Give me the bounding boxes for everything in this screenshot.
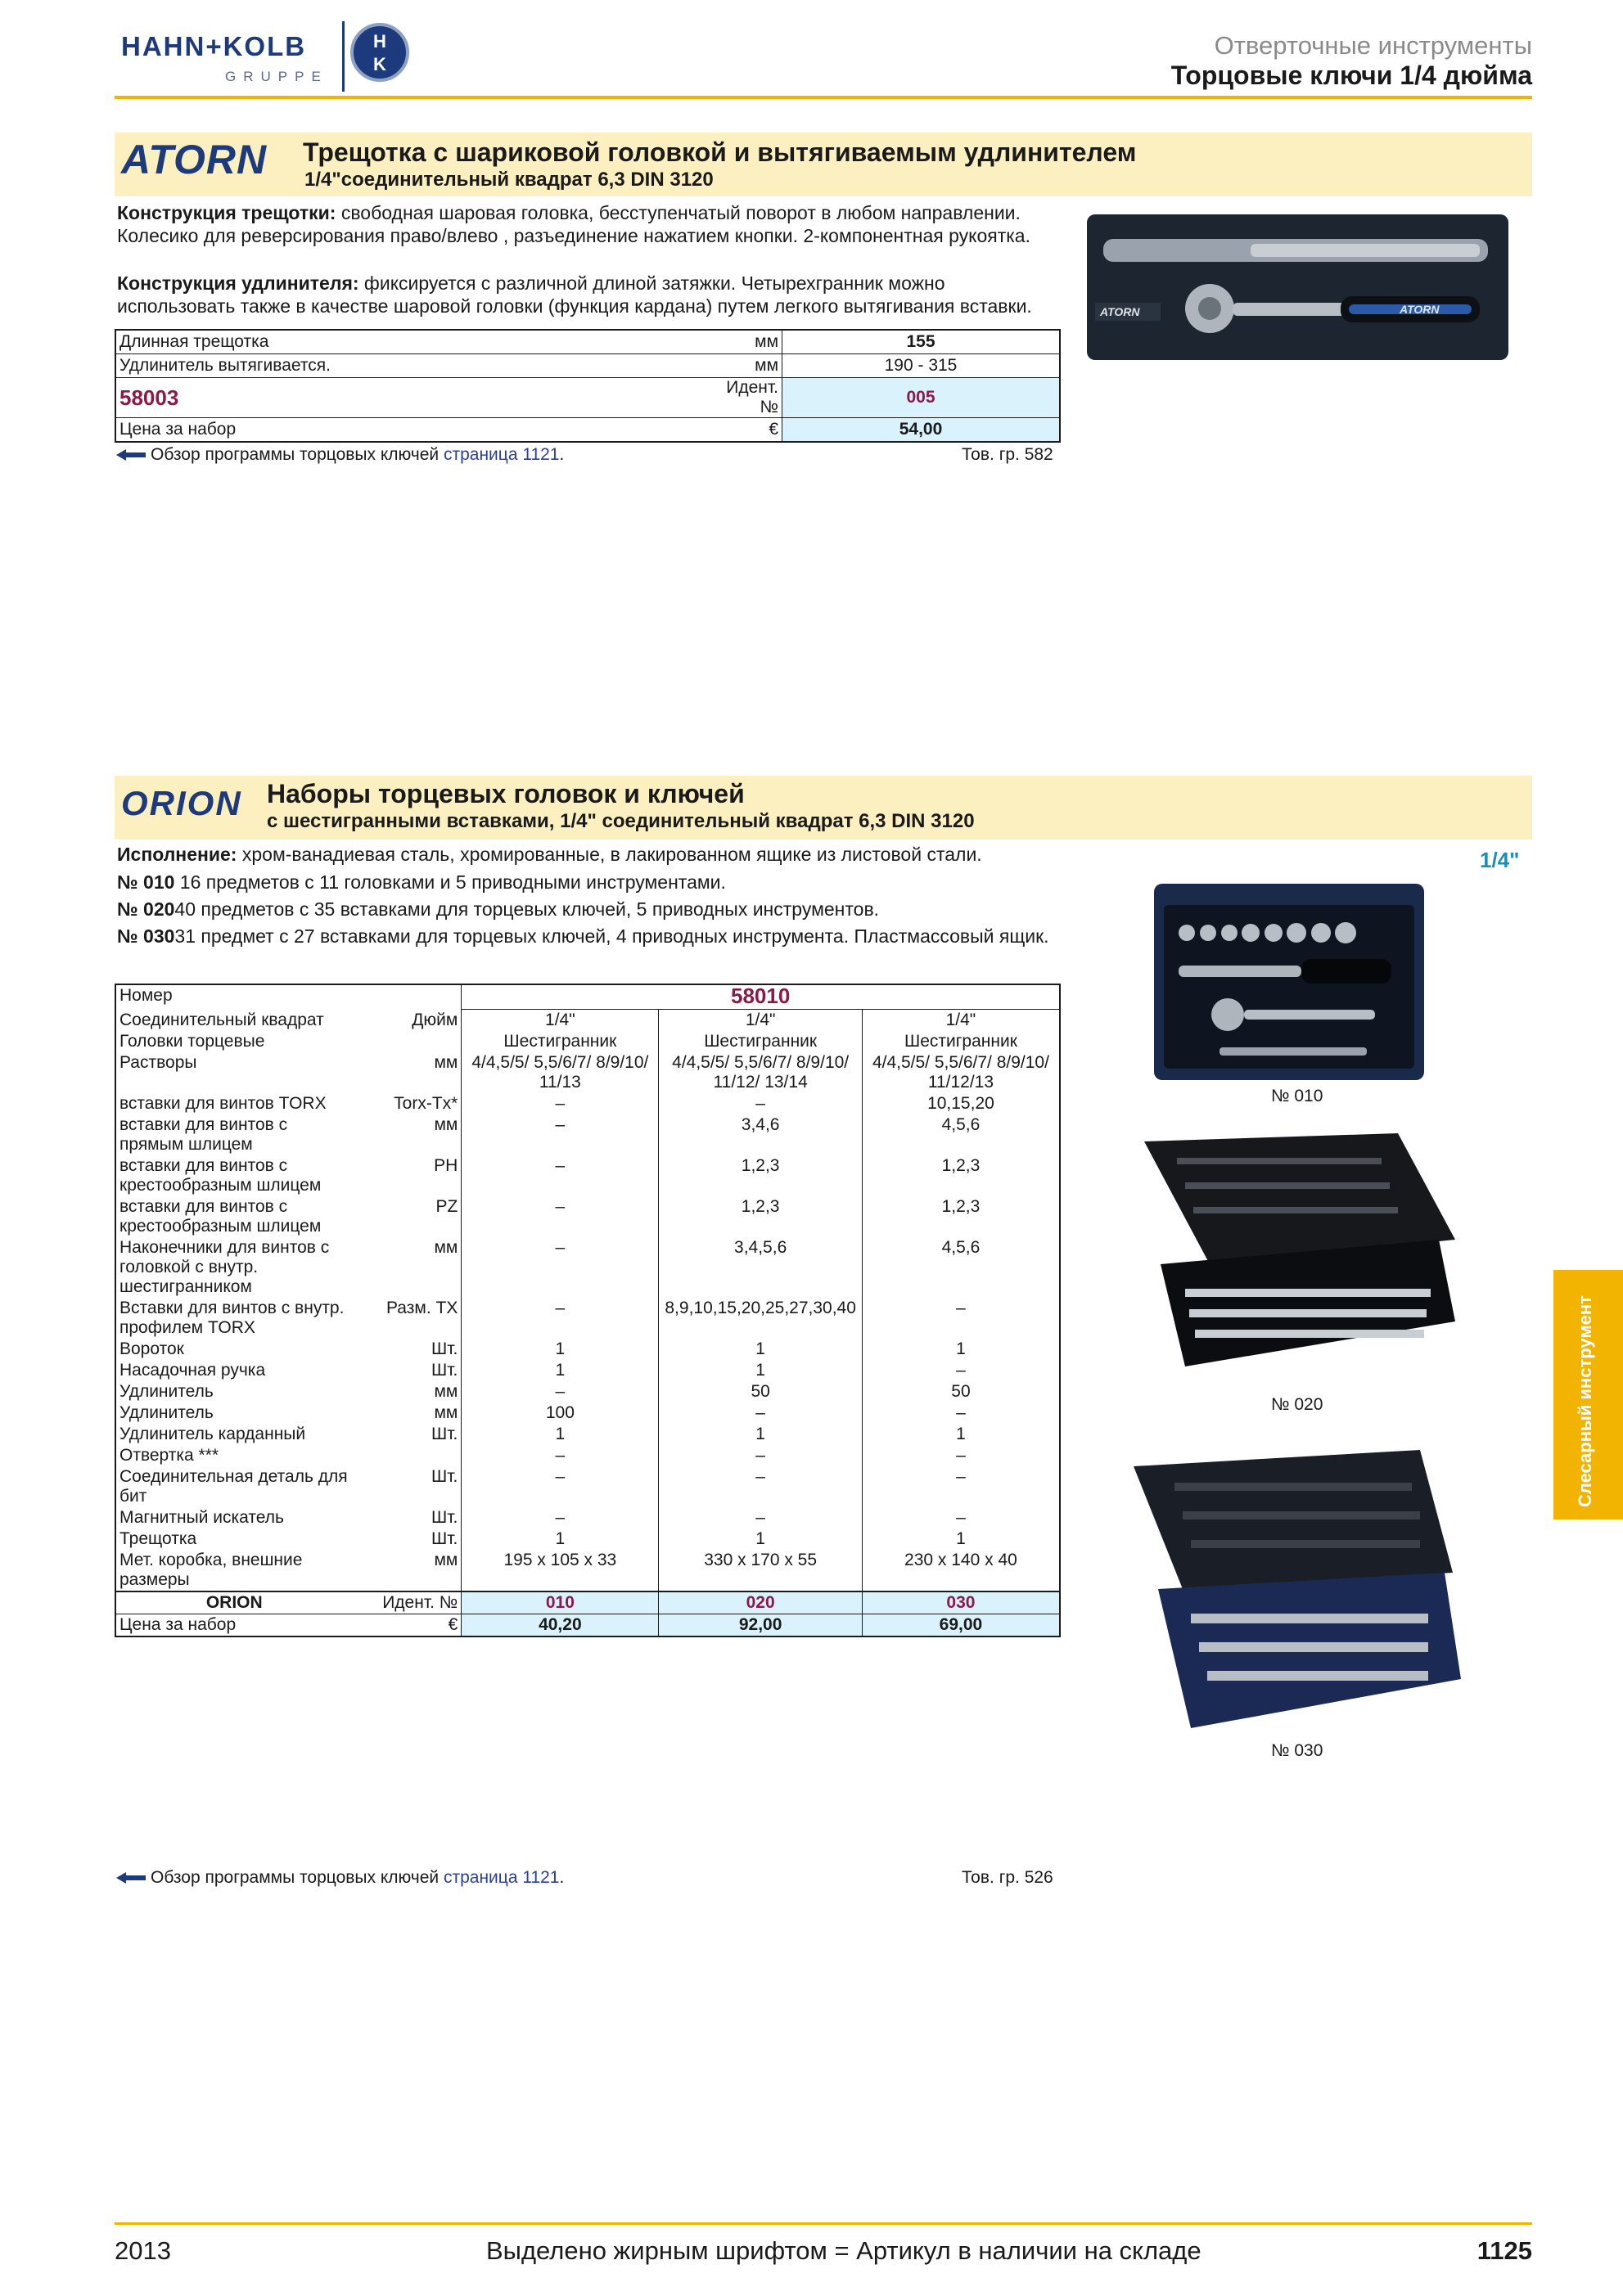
arrow-left-icon [116,1872,146,1884]
row-value-2: 1 [862,1339,1060,1360]
price-030: 69,00 [862,1614,1060,1637]
section2-product-group: Тов. гр. 526 [962,1868,1053,1887]
set-number: № 020 [117,898,175,920]
execution-label: Исполнение: [117,844,237,865]
row-unit: Шт. [431,1361,458,1380]
row-unit: мм [434,1238,458,1257]
row-value-0: – [462,1237,659,1298]
section2-description [117,843,1066,866]
table-row [115,1155,1060,1196]
price-020: 92,00 [659,1614,862,1637]
table-row [115,354,1060,378]
set-text: 40 предметов с 35 вставками для торцевых ключей, 5 приводных инструментов. [174,898,880,920]
row-unit: мм [434,1382,458,1401]
caption-010: № 010 [1271,1087,1323,1105]
row-value: 190 - 315 [782,354,1061,378]
row-value-2: 230 x 140 x 40 [862,1550,1060,1591]
section1-title: Трещотка с шариковой головкой и вытягиваемым удлинителем [303,137,1137,167]
table-row [115,1550,1060,1591]
row-label: Соединительный квадрат [119,1010,324,1029]
row-label: Удлинитель [119,1382,214,1401]
company-logo-text: HAHN+KOLB [121,31,307,61]
row-value-1: 1 [659,1528,862,1550]
table-row [115,1031,1060,1052]
set-030-image [1125,1434,1469,1738]
row-label: Соединительная деталь для бит [119,1467,348,1506]
row-value-1: – [659,1402,862,1424]
row-value-0: – [462,1298,659,1339]
row-value-2: – [862,1445,1060,1466]
price-010: 40,20 [462,1614,659,1637]
row-value-2: 1,2,3 [862,1196,1060,1237]
row-label: вставки для винтов с крестообразным шлицем [119,1197,322,1236]
row-value-1: 1 [659,1360,862,1381]
footnote-end: . [559,445,565,464]
section2-title: Наборы торцевых головок и ключей [267,779,745,808]
footnote-text: Обзор программы торцовых ключей [151,1868,444,1887]
row-value-1: – [659,1507,862,1528]
photo-brand-label-right: ATORN [1400,303,1440,316]
ratchet-set-image [1087,214,1508,360]
section2-spec-table [115,984,1061,1637]
row-label: Длинная трещотка [119,332,269,351]
price-value: 54,00 [782,418,1061,443]
price-row [115,1614,1060,1637]
section1-product-group: Тов. гр. 582 [962,445,1053,464]
set-010-image [1154,884,1424,1080]
page-category: Отверточные инструменты [1214,31,1532,60]
row-value-1: – [659,1466,862,1507]
row-value: 155 [782,330,1061,354]
row-value-0: 1 [462,1424,659,1445]
footnote-end: . [559,1868,565,1887]
row-value-0: 1 [462,1339,659,1360]
row-unit: Разм. TX [386,1299,458,1317]
set-number: № 030 [117,925,175,947]
row-value-1: 50 [659,1381,862,1402]
price-label: Цена за набор [119,420,237,439]
row-value-1: – [659,1445,862,1466]
row-value-1: – [659,1093,862,1114]
size-badge: 1/4" [1480,848,1520,872]
row-value-2: – [862,1360,1060,1381]
execution-text: хром-ванадиевая сталь, хромированные, в лакированном ящике из листовой стали. [237,844,982,865]
row-unit [352,1445,461,1466]
table-row [115,1424,1060,1445]
row-unit: PZ [435,1197,458,1216]
row-value-1: 8,9,10,15,20,25,27,30,40 [659,1298,862,1339]
table-row [115,1339,1060,1360]
row-label: Магнитный искатель [119,1508,284,1527]
set-020-photo [1128,1125,1463,1387]
logo-divider [342,21,345,92]
row-unit: мм [434,1403,458,1422]
row-value-0: 4/4,5/5/ 5,5/6/7/ 8/9/10/ 11/13 [462,1052,659,1093]
row-label: вставки для винтов TORX [119,1094,327,1113]
row-label: Трещотка [119,1529,197,1548]
section2-footnote [116,1868,564,1888]
row-value-2: 10,15,20 [862,1093,1060,1114]
row-value-1: 1 [659,1339,862,1360]
price-unit: € [769,420,778,439]
set-text: 31 предмет с 27 вставками для торцевых ключей, 4 приводных инструмента. Пластмассовый ящик. [174,925,1049,947]
row-value-1: 3,4,6 [659,1114,862,1155]
set-030-photo [1125,1434,1469,1738]
set-item-020 [117,898,1066,921]
row-unit [352,1031,461,1052]
row-value-2: Шестигранник [862,1031,1060,1052]
section1-subtitle: 1/4"соединительный квадрат 6,3 DIN 3120 [304,169,714,191]
row-value-0: 195 x 105 x 33 [462,1550,659,1591]
row-label: Головки торцевые [119,1032,265,1051]
ident-value: 005 [782,378,1061,418]
ratchet-set-photo [1087,214,1508,360]
row-unit: Дюйм [412,1010,458,1029]
row-value-2: 4,5,6 [862,1237,1060,1298]
footer-year: 2013 [115,2236,171,2265]
side-tab-label: Слесарный инструмент [1575,1295,1595,1507]
row-label: Наконечники для винтов с головкой с внутр. шестигранником [119,1238,330,1296]
page-title: Торцовые ключи 1/4 дюйма [1170,61,1532,90]
side-category-tab[interactable] [1553,1270,1623,1519]
row-label: Мет. коробка, внешние размеры [119,1551,303,1589]
row-value-1: Шестигранник [659,1031,862,1052]
row-value-0: – [462,1507,659,1528]
row-unit: мм [434,1115,458,1134]
row-unit: PH [434,1156,458,1175]
table-row [115,1507,1060,1528]
page-number: 1125 [1476,2236,1532,2265]
table-row [115,1052,1060,1093]
row-value-0: – [462,1155,659,1196]
ident-030: 030 [862,1591,1060,1614]
row-value-0: – [462,1196,659,1237]
arrow-left-icon [116,449,146,461]
logo-mark-top: H [373,31,386,52]
row-label: Удлинитель [119,1403,214,1422]
table-row [115,1093,1060,1114]
row-unit: Torx-Tx* [394,1094,458,1113]
set-number: № 010 [117,871,175,893]
row-value-0: 1/4" [462,1010,659,1032]
row-value-2: – [862,1507,1060,1528]
table-row [115,1402,1060,1424]
table-row [115,330,1060,354]
section2-subtitle: с шестигранными вставками, 1/4" соединительный квадрат 6,3 DIN 3120 [267,810,975,832]
extension-label: Конструкция удлинителя: [117,272,359,294]
row-label: Растворы [119,1053,197,1072]
ratchet-text: свободная шаровая головка, бесступенчатый поворот в любом направлении. Колесико для реверсирования право/влево , разъединение нажатием кнопки. 2-компонентная рукоятка. [117,202,1030,246]
section2-article-number: 58010 [731,984,791,1008]
row-value-0: – [462,1381,659,1402]
logo-mark-bottom: K [373,54,386,74]
orion-brand-logo: ORION [121,784,242,822]
row-value-2: 4,5,6 [862,1114,1060,1155]
row-value-2: – [862,1466,1060,1507]
section1-description-ratchet [117,201,1066,247]
table-row [115,1528,1060,1550]
row-value-1: 4/4,5/5/ 5,5/6/7/ 8/9/10/ 11/12/ 13/14 [659,1052,862,1093]
row-value-1: 3,4,5,6 [659,1237,862,1298]
row-label: вставки для винтов с крестообразным шлицем [119,1156,322,1195]
row-value-2: 1/4" [862,1010,1060,1032]
set-010-photo [1154,884,1424,1080]
row-value-2: 1 [862,1424,1060,1445]
row-unit: мм [755,332,778,351]
row-unit: мм [755,356,778,375]
row-value-2: – [862,1402,1060,1424]
caption-020: № 020 [1271,1395,1323,1414]
set-item-030 [117,925,1066,948]
table-row [115,1010,1060,1032]
section1-footnote [116,445,564,465]
set-020-image [1128,1125,1463,1387]
row-value-2: 50 [862,1381,1060,1402]
ident-label: Идент. № [382,1593,458,1612]
row-unit: Шт. [431,1529,458,1548]
price-label: Цена за набор [119,1615,237,1634]
ident-row [115,1591,1060,1614]
row-label: Удлинитель карданный [119,1425,306,1443]
table-row [115,1114,1060,1155]
row-label: вставки для винтов с прямым шлицем [119,1115,288,1154]
company-logo-subtitle: GRUPPE [225,69,328,84]
table-header-row [115,984,1060,1010]
row-label: Вставки для винтов с внутр. профилем TORX [119,1299,345,1337]
row-label: Отвертка *** [119,1446,219,1465]
section1-description-extension [117,272,1066,317]
photo-brand-label-left: ATORN [1100,305,1140,318]
extension-text: фиксируется с различной длиной затяжки. Четырехгранник можно использовать также в качестве шаровой головки (функция кардана) путем легкого вытягивания вставки. [117,272,1032,317]
row-unit: Шт. [431,1508,458,1527]
row-value-0: Шестигранник [462,1031,659,1052]
row-value-0: – [462,1093,659,1114]
footnote-page-link[interactable]: страница 1121 [443,1868,560,1887]
article-number: 58003 [119,385,179,410]
row-value-2: – [862,1298,1060,1339]
table-row [115,1445,1060,1466]
number-label: Номер [119,986,173,1005]
row-unit: мм [434,1053,458,1072]
footer-divider [115,2222,1532,2225]
set-item-010 [117,871,1066,894]
row-value-0: – [462,1114,659,1155]
row-value-1: 330 x 170 x 55 [659,1550,862,1591]
header-divider [115,96,1532,99]
table-row [115,378,1060,418]
atorn-brand-logo: ATORN [121,137,268,182]
ident-010: 010 [462,1591,659,1614]
table-row [115,1237,1060,1298]
table-row [115,1381,1060,1402]
set-text: 16 предметов с 11 головками и 5 приводными инструментами. [174,871,726,893]
price-unit: € [448,1615,458,1634]
row-unit: Шт. [431,1339,458,1358]
ratchet-label: Конструкция трещотки: [117,202,336,223]
ident-020: 020 [659,1591,862,1614]
row-value-2: 4/4,5/5/ 5,5/6/7/ 8/9/10/ 11/12/13 [862,1052,1060,1093]
row-value-1: 1,2,3 [659,1196,862,1237]
table-row [115,1298,1060,1339]
row-unit: Шт. [431,1425,458,1443]
row-value-1: 1 [659,1424,862,1445]
row-unit: мм [434,1551,458,1569]
table-row [115,418,1060,443]
row-value-1: 1/4" [659,1010,862,1032]
footer-note: Выделено жирным шрифтом = Артикул в наличии на складе [486,2236,1201,2265]
footnote-page-link[interactable]: страница 1121 [443,445,560,464]
spec-rows [115,1010,1060,1592]
brand-row-label: ORION [205,1593,263,1612]
footnote-text: Обзор программы торцовых ключей [151,445,444,464]
row-value-1: 1,2,3 [659,1155,862,1196]
row-value-0: – [462,1466,659,1507]
table-row [115,1196,1060,1237]
row-value-0: 1 [462,1528,659,1550]
row-value-0: 1 [462,1360,659,1381]
table-row [115,1466,1060,1507]
row-value-0: – [462,1445,659,1466]
section1-spec-table [115,329,1061,443]
ident-label: Идент. № [726,378,778,416]
row-value-2: 1 [862,1528,1060,1550]
row-unit: Шт. [431,1467,458,1486]
row-value-2: 1,2,3 [862,1155,1060,1196]
row-label: Насадочная ручка [119,1361,266,1380]
row-label: Удлинитель вытягивается. [119,356,331,375]
row-value-0: 100 [462,1402,659,1424]
row-label: Вороток [119,1339,184,1358]
hk-logo-icon [350,23,409,82]
caption-030: № 030 [1271,1741,1323,1760]
table-row [115,1360,1060,1381]
